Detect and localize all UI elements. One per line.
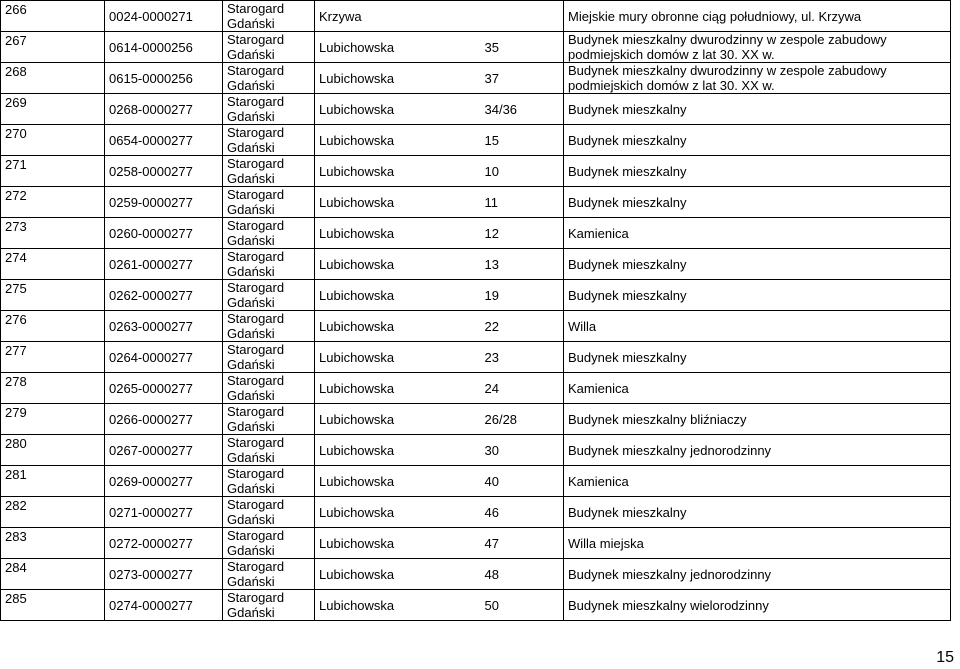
table-row [1, 373, 951, 404]
table-row [1, 590, 951, 621]
house-number: 34/36 [481, 94, 564, 125]
table-row [1, 32, 951, 63]
register-number: 0614-0000256 [105, 32, 223, 63]
street-name: Lubichowska [315, 590, 481, 621]
table-row [1, 404, 951, 435]
house-number: 12 [481, 218, 564, 249]
object-description: Budynek mieszkalny [564, 342, 951, 373]
row-number: 272 [1, 187, 105, 218]
house-number: 13 [481, 249, 564, 280]
street-name: Lubichowska [315, 280, 481, 311]
table-row [1, 528, 951, 559]
street-name: Lubichowska [315, 125, 481, 156]
table-row [1, 559, 951, 590]
table-row [1, 63, 951, 94]
register-number: 0654-0000277 [105, 125, 223, 156]
table-row [1, 218, 951, 249]
city-name: Starogard Gdański [223, 497, 315, 528]
street-name: Lubichowska [315, 187, 481, 218]
street-name: Lubichowska [315, 373, 481, 404]
table-row [1, 466, 951, 497]
row-number: 267 [1, 32, 105, 63]
row-number: 268 [1, 63, 105, 94]
city-name: Starogard Gdański [223, 280, 315, 311]
house-number: 11 [481, 187, 564, 218]
register-number: 0264-0000277 [105, 342, 223, 373]
street-name: Lubichowska [315, 404, 481, 435]
city-name: Starogard Gdański [223, 373, 315, 404]
register-number: 0024-0000271 [105, 1, 223, 32]
register-number: 0261-0000277 [105, 249, 223, 280]
row-number: 279 [1, 404, 105, 435]
row-number: 281 [1, 466, 105, 497]
row-number: 271 [1, 156, 105, 187]
register-number: 0262-0000277 [105, 280, 223, 311]
object-description: Budynek mieszkalny wielorodzinny [564, 590, 951, 621]
city-name: Starogard Gdański [223, 311, 315, 342]
object-description: Budynek mieszkalny [564, 249, 951, 280]
object-description: Miejskie mury obronne ciąg południowy, ul. Krzywa [564, 1, 951, 32]
register-table-body [1, 1, 951, 621]
object-description: Budynek mieszkalny jednorodzinny [564, 559, 951, 590]
row-number: 269 [1, 94, 105, 125]
object-description: Budynek mieszkalny [564, 94, 951, 125]
city-name: Starogard Gdański [223, 63, 315, 94]
street-name: Lubichowska [315, 156, 481, 187]
table-row [1, 1, 951, 32]
object-description: Budynek mieszkalny [564, 280, 951, 311]
object-description: Budynek mieszkalny [564, 187, 951, 218]
row-number: 282 [1, 497, 105, 528]
object-description: Budynek mieszkalny [564, 125, 951, 156]
house-number [481, 1, 564, 32]
city-name: Starogard Gdański [223, 435, 315, 466]
register-number: 0274-0000277 [105, 590, 223, 621]
register-number: 0272-0000277 [105, 528, 223, 559]
register-number: 0271-0000277 [105, 497, 223, 528]
table-row [1, 280, 951, 311]
table-row [1, 156, 951, 187]
house-number: 47 [481, 528, 564, 559]
house-number: 15 [481, 125, 564, 156]
house-number: 46 [481, 497, 564, 528]
street-name: Lubichowska [315, 218, 481, 249]
house-number: 24 [481, 373, 564, 404]
street-name: Lubichowska [315, 528, 481, 559]
city-name: Starogard Gdański [223, 466, 315, 497]
house-number: 30 [481, 435, 564, 466]
city-name: Starogard Gdański [223, 94, 315, 125]
row-number: 266 [1, 1, 105, 32]
row-number: 278 [1, 373, 105, 404]
object-description: Willa [564, 311, 951, 342]
house-number: 26/28 [481, 404, 564, 435]
register-number: 0266-0000277 [105, 404, 223, 435]
object-description: Kamienica [564, 466, 951, 497]
house-number: 37 [481, 63, 564, 94]
city-name: Starogard Gdański [223, 528, 315, 559]
house-number: 19 [481, 280, 564, 311]
object-description: Budynek mieszkalny [564, 497, 951, 528]
city-name: Starogard Gdański [223, 342, 315, 373]
object-description: Kamienica [564, 218, 951, 249]
row-number: 273 [1, 218, 105, 249]
object-description: Budynek mieszkalny jednorodzinny [564, 435, 951, 466]
city-name: Starogard Gdański [223, 32, 315, 63]
register-number: 0258-0000277 [105, 156, 223, 187]
object-description: Kamienica [564, 373, 951, 404]
table-row [1, 249, 951, 280]
object-description: Budynek mieszkalny [564, 156, 951, 187]
house-number: 22 [481, 311, 564, 342]
street-name: Lubichowska [315, 466, 481, 497]
row-number: 284 [1, 559, 105, 590]
street-name: Lubichowska [315, 435, 481, 466]
row-number: 275 [1, 280, 105, 311]
house-number: 10 [481, 156, 564, 187]
street-name: Lubichowska [315, 559, 481, 590]
city-name: Starogard Gdański [223, 590, 315, 621]
city-name: Starogard Gdański [223, 125, 315, 156]
city-name: Starogard Gdański [223, 559, 315, 590]
register-number: 0263-0000277 [105, 311, 223, 342]
page-number: 15 [936, 649, 954, 666]
row-number: 280 [1, 435, 105, 466]
street-name: Krzywa [315, 1, 481, 32]
street-name: Lubichowska [315, 497, 481, 528]
house-number: 23 [481, 342, 564, 373]
register-number: 0265-0000277 [105, 373, 223, 404]
register-number: 0267-0000277 [105, 435, 223, 466]
street-name: Lubichowska [315, 249, 481, 280]
street-name: Lubichowska [315, 311, 481, 342]
register-number: 0273-0000277 [105, 559, 223, 590]
row-number: 276 [1, 311, 105, 342]
house-number: 35 [481, 32, 564, 63]
register-number: 0268-0000277 [105, 94, 223, 125]
object-description: Willa miejska [564, 528, 951, 559]
city-name: Starogard Gdański [223, 404, 315, 435]
table-row [1, 94, 951, 125]
table-row [1, 497, 951, 528]
city-name: Starogard Gdański [223, 187, 315, 218]
street-name: Lubichowska [315, 342, 481, 373]
row-number: 283 [1, 528, 105, 559]
register-number: 0269-0000277 [105, 466, 223, 497]
house-number: 40 [481, 466, 564, 497]
register-number: 0615-0000256 [105, 63, 223, 94]
row-number: 285 [1, 590, 105, 621]
city-name: Starogard Gdański [223, 218, 315, 249]
row-number: 277 [1, 342, 105, 373]
register-number: 0260-0000277 [105, 218, 223, 249]
row-number: 274 [1, 249, 105, 280]
city-name: Starogard Gdański [223, 156, 315, 187]
object-description: Budynek mieszkalny bliźniaczy [564, 404, 951, 435]
house-number: 48 [481, 559, 564, 590]
table-row [1, 342, 951, 373]
city-name: Starogard Gdański [223, 1, 315, 32]
street-name: Lubichowska [315, 32, 481, 63]
object-description: Budynek mieszkalny dwurodzinny w zespole zabudowy podmiejskich domów z lat 30. XX w. [564, 63, 951, 94]
table-row [1, 125, 951, 156]
street-name: Lubichowska [315, 94, 481, 125]
house-number: 50 [481, 590, 564, 621]
row-number: 270 [1, 125, 105, 156]
city-name: Starogard Gdański [223, 249, 315, 280]
street-name: Lubichowska [315, 63, 481, 94]
table-row [1, 311, 951, 342]
object-description: Budynek mieszkalny dwurodzinny w zespole zabudowy podmiejskich domów z lat 30. XX w. [564, 32, 951, 63]
register-number: 0259-0000277 [105, 187, 223, 218]
table-row [1, 435, 951, 466]
table-row [1, 187, 951, 218]
